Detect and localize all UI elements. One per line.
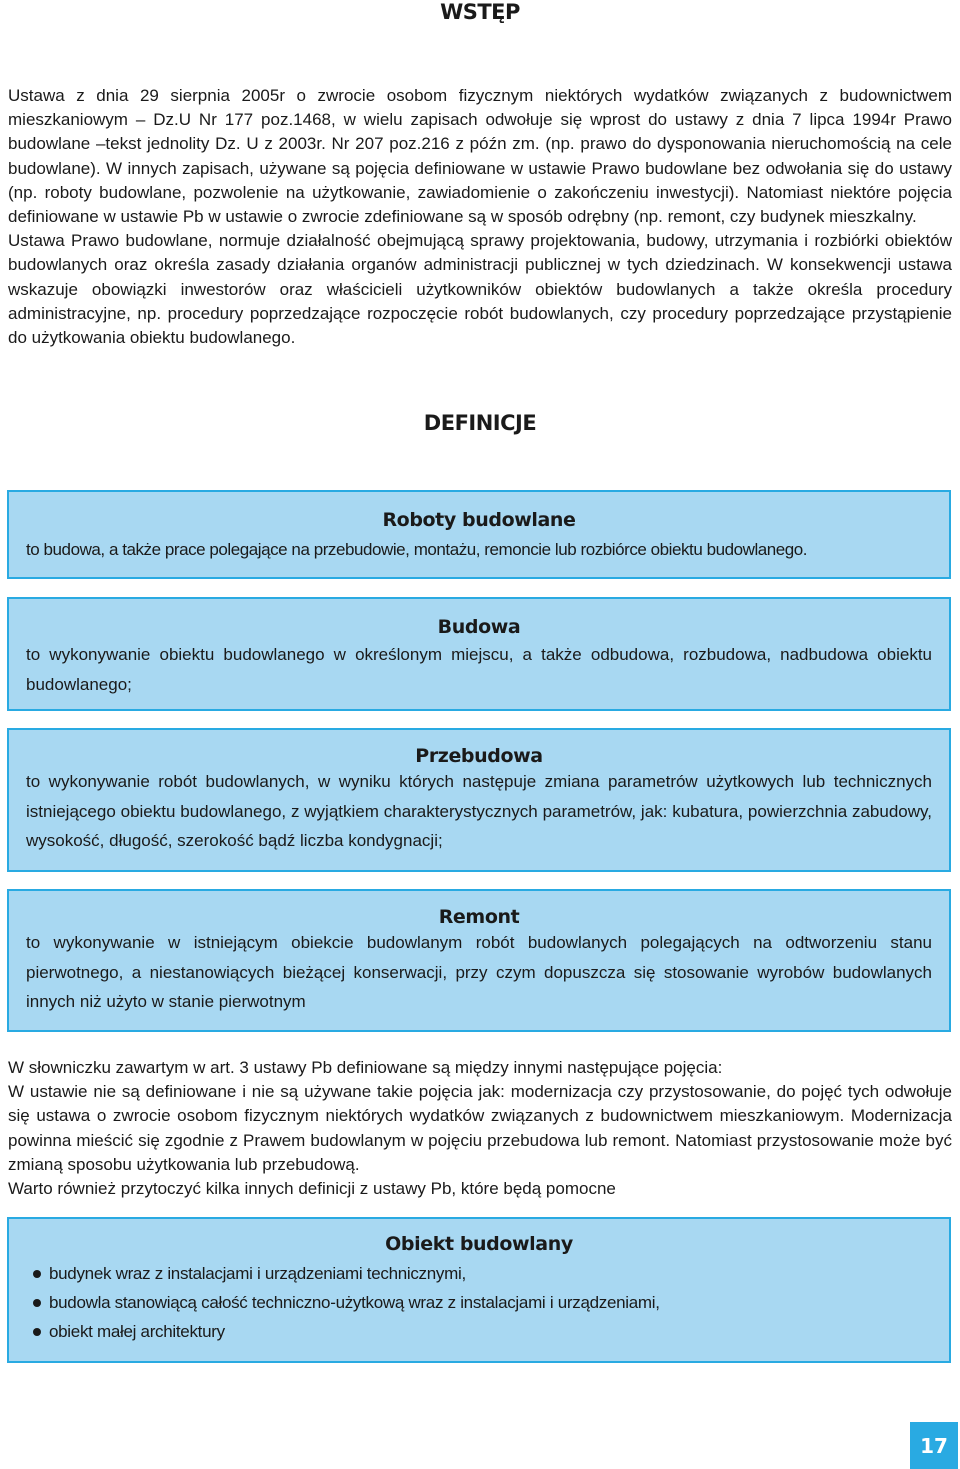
definition-box-remont: [7, 889, 951, 1032]
bullet-icon: [33, 1328, 41, 1336]
bullet-icon: [33, 1270, 41, 1278]
definition-text: to budowa, a także prace polegające na przebudowie, montażu, remoncie lub rozbiórce obiektu budowlanego.: [26, 540, 808, 559]
intro-paragraph: Ustawa Prawo budowlane, normuje działalność obejmującą sprawy projektowania, budowy, utrzymania i rozbiórki obiektów budowlanych oraz określa zasady działania organów administracji publicznej w tych dziedzinach. W konsekwencji ustawa wskazuje obowiązki inwestorów oraz właścicieli użytkowników obiektów budowlanych a także określa procedury administracyjne, np. procedury poprzedzające rozpoczęcie robót budowlanych, czy procedury poprzedzające przystąpienie do użytkowania obiektu budowlanego.: [8, 231, 952, 348]
after-definitions-text: [8, 1056, 952, 1201]
list-item: [33, 1259, 949, 1288]
intro-paragraph: Ustawa z dnia 29 sierpnia 2005r o zwrocie osobom fizycznym niektórych wydatków związanych z budownictwem mieszkaniowym – Dz.U Nr 177 poz.1468, w wielu zapisach odwołuje się wprost do ustawy z dnia 7 lipca 1994r Prawo budowlane –tekst jednolity Dz. U z 2003r. Nr 207 poz.216 z późn zm. (np. prawo do dysponowania nieruchomością na cele budowlane). W innych zapisach, używane są pojęcia definiowane w ustawie Prawo budowlane bez odwołania się do ustawy (np. roboty budowlane, pozwolenie na użytkowanie, zawiadomienie o zakończeniu inwestycji). Natomiast niektóre pojęcia definiowane w ustawie Pb w ustawie o zwrocie zdefiniowane są w sposób odrębny (np. remont, czy budynek mieszkalny.: [8, 86, 952, 227]
section-heading-intro: WSTĘP: [440, 0, 520, 24]
definition-box-przebudowa: [7, 728, 951, 872]
definition-box-budowa: [7, 597, 951, 711]
list-item-text: budowla stanowiącą całość techniczno-użytkową wraz z instalacjami i urządzeniami,: [49, 1293, 660, 1312]
definition-text: to wykonywanie w istniejącym obiekcie budowlanym robót budowlanych polegających na odtworzeniu stanu pierwotnego, a niestanowiących bieżącej konserwacji, przy czym dopuszcza się stosowanie wyrobów budowlanych innych niż użyto w stanie pierwotnym: [26, 933, 932, 1011]
bullet-icon: [33, 1299, 41, 1307]
bullet-list: [9, 1259, 949, 1346]
definition-box-obiekt-budowlany: [7, 1217, 951, 1363]
section-heading-definitions: DEFINICJE: [423, 411, 537, 435]
definition-title: Obiekt budowlany: [385, 1233, 573, 1255]
list-item-text: budynek wraz z instalacjami i urządzeniami technicznymi,: [49, 1264, 466, 1283]
definition-text: to wykonywanie robót budowlanych, w wyniku których następuje zmiana parametrów użytkowych lub technicznych istniejącego obiektu budowlanego, z wyjątkiem charakterystycznych parametrów, jak: kubatura, powierzchnia zabudowy, wysokość, długość, szerokość bądź liczba kondygnacji;: [26, 772, 932, 850]
body-paragraph: W słowniczku zawartym w art. 3 ustawy Pb definiowane są między innymi następujące pojęcia:: [8, 1058, 723, 1077]
body-paragraph: Warto również przytoczyć kilka innych definicji z ustawy Pb, które będą pomocne: [8, 1179, 616, 1199]
list-item-text: obiekt małej architektury: [49, 1322, 225, 1341]
definition-title: Budowa: [437, 616, 521, 638]
list-item: [33, 1317, 949, 1346]
definition-title: Remont: [438, 906, 520, 928]
definition-text: to wykonywanie obiektu budowlanego w określonym miejscu, a także odbudowa, rozbudowa, nadbudowa obiektu budowlanego;: [26, 645, 932, 694]
body-paragraph: W ustawie nie są definiowane i nie są używane takie pojęcia jak: modernizacja czy przystosowanie, do pojęć tych odwołuje się ustawa o zwrocie osobom fizycznym niektórych wydatków związanych z budownictwem mieszkaniowym. Modernizacja powinna mieścić się zgodnie z Prawem budowlanym w pojęciu przebudowa lub remont. Natomiast przystosowanie może być zmianą sposobu użytkowania lub przebudową.: [8, 1082, 952, 1174]
definition-title: Przebudowa: [415, 745, 543, 767]
definition-title: Roboty budowlane: [382, 509, 576, 531]
definition-box-roboty-budowlane: [7, 490, 951, 579]
page-number-badge: 17: [910, 1422, 958, 1469]
list-item: [33, 1288, 949, 1317]
intro-text: [8, 84, 952, 350]
